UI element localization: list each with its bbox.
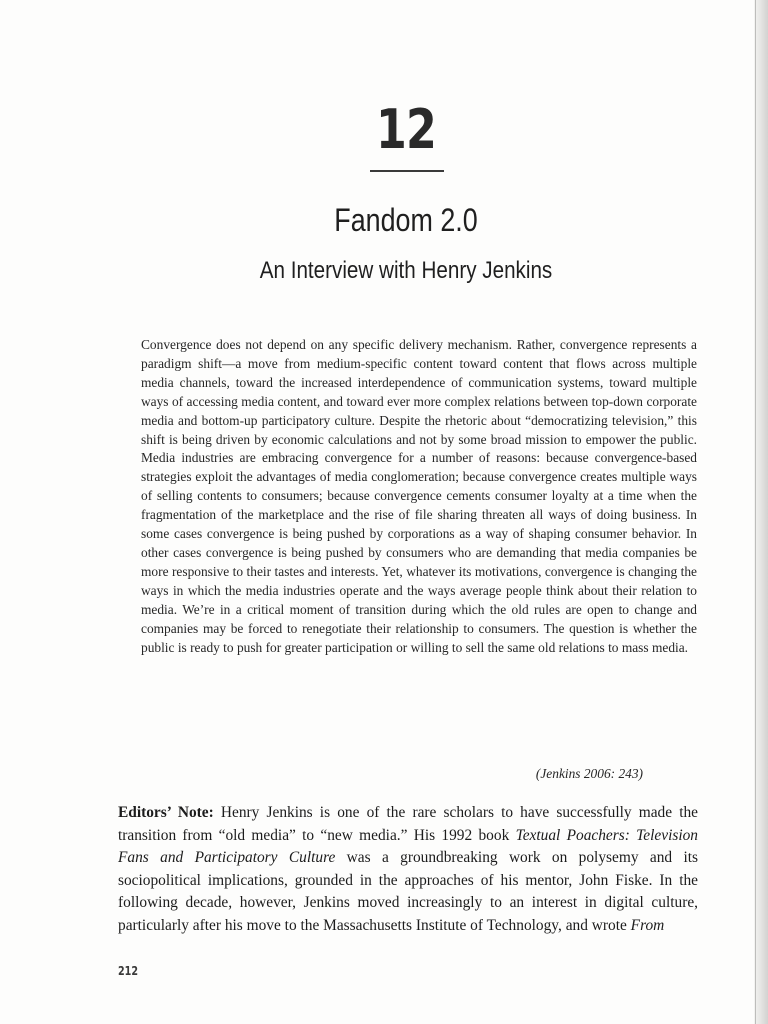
- gutter-edge-line: [755, 0, 756, 1024]
- chapter-subtitle: An Interview with Henry Jenkins: [259, 257, 553, 284]
- editors-note-label: Editors’ Note:: [118, 804, 214, 821]
- chapter-title: Fandom 2.0: [334, 202, 478, 238]
- page-number: 212: [118, 964, 139, 978]
- editors-note-text-2: was a groundbreaking work on polysemy and its sociopolitical implications, grounded in the approaches of his mentor, John Fiske. In the following decade, however, Jenkins moved increasingly to an interest in digital culture, particularly after his move to the Massachusetts Institute of Technology, and wrote: [118, 849, 698, 934]
- epigraph-quote: Convergence does not depend on any specific delivery mechanism. Rather, convergence represents a paradigm shift—a move from medium-specific content toward content that flows across multiple media channels, toward the increased interdependence of communication systems, toward multiple ways of accessing media content, and toward ever more complex relations between top-down corporate media and bottom-up participatory culture. Despite the rhetoric about “democratizing television,” this shift is being driven by economic calculations and not by some broad mission to empower the public. Media industries are embracing convergence for a number of reasons: because convergence-based strategies exploit the advantages of media conglomeration; because convergence creates multiple ways of selling contents to consumers; because convergence cements consumer loyalty at a time when the fragmentation of the marketplace and the rise of file sharing threaten all ways of doing business. In some cases convergence is being pushed by corporations as a way of shaping consumer behavior. In other cases convergence is being pushed by consumers who are demanding that media companies be more responsive to their tastes and interests. Yet, whatever its motivations, convergence is changing the ways in which the media industries operate and the ways average people think about their relation to media. We’re in a critical moment of transition during which the old rules are open to change and companies may be forced to renegotiate their relationship to consumers. The question is whether the public is ready to push for greater participation or willing to sell the same old relations to mass media.: [141, 337, 697, 655]
- page-gutter: [754, 0, 768, 1024]
- epigraph-citation: (Jenkins 2006: 243): [535, 766, 643, 781]
- editors-note-text-1: Henry Jenkins is one of the rare scholars to have successfully made the transition from “old media” to “new media.” His 1992 book: [118, 804, 698, 844]
- chapter-rule: [370, 170, 444, 172]
- book-title: Textual Poachers: Television Fans and Participatory Culture: [118, 826, 698, 866]
- editors-note-paragraph: [118, 802, 698, 937]
- chapter-number: 12: [376, 98, 436, 161]
- trailing-italic: From: [630, 916, 665, 934]
